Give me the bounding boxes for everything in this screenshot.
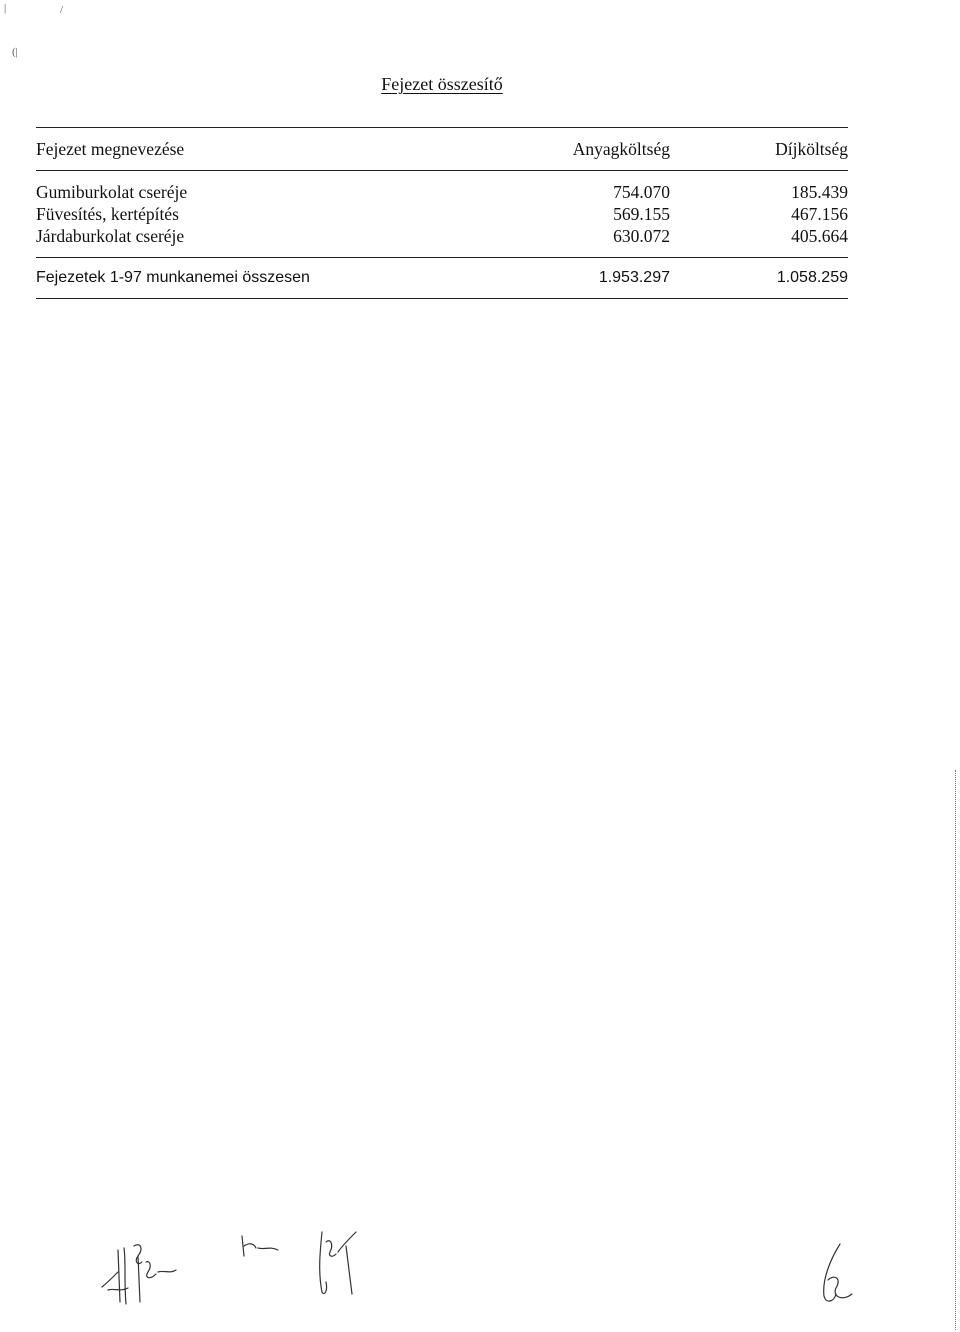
signature-3 xyxy=(312,1222,372,1302)
table-row xyxy=(36,203,848,225)
table-row xyxy=(36,225,848,247)
scan-artifact: (| xyxy=(12,46,18,58)
row-fee: 405.664 xyxy=(791,225,848,246)
table-total-row xyxy=(36,258,848,298)
row-material: 630.072 xyxy=(613,225,670,246)
scan-artifact: | xyxy=(4,2,7,14)
column-header-fee: Díjköltség xyxy=(775,138,848,159)
row-material: 569.155 xyxy=(613,203,670,224)
total-material: 1.953.297 xyxy=(598,269,670,286)
row-name: Járdaburkolat cseréje xyxy=(36,225,185,246)
row-name: Füvesítés, kertépítés xyxy=(36,203,179,224)
initials xyxy=(812,1240,862,1310)
total-label: Fejezetek 1-97 munkanemei összesen xyxy=(36,269,310,286)
table-bottom-rule xyxy=(36,298,848,299)
column-header-material: Anyagköltség xyxy=(572,138,670,159)
total-fee: 1.058.259 xyxy=(776,269,848,286)
scan-edge-line xyxy=(955,770,956,1330)
table-body xyxy=(36,171,848,257)
row-fee: 185.439 xyxy=(791,181,848,202)
scan-artifact: / xyxy=(60,4,64,16)
row-name: Gumiburkolat cseréje xyxy=(36,181,188,202)
table-row xyxy=(36,181,848,203)
chapter-summary-table xyxy=(36,127,848,299)
page-title: Fejezet összesítő xyxy=(381,74,503,94)
signature-1 xyxy=(94,1232,184,1312)
row-fee: 467.156 xyxy=(791,203,848,224)
signature-2 xyxy=(238,1228,288,1268)
table-header-row xyxy=(36,128,848,170)
row-material: 754.070 xyxy=(613,181,670,202)
column-header-name: Fejezet megnevezése xyxy=(36,138,185,159)
